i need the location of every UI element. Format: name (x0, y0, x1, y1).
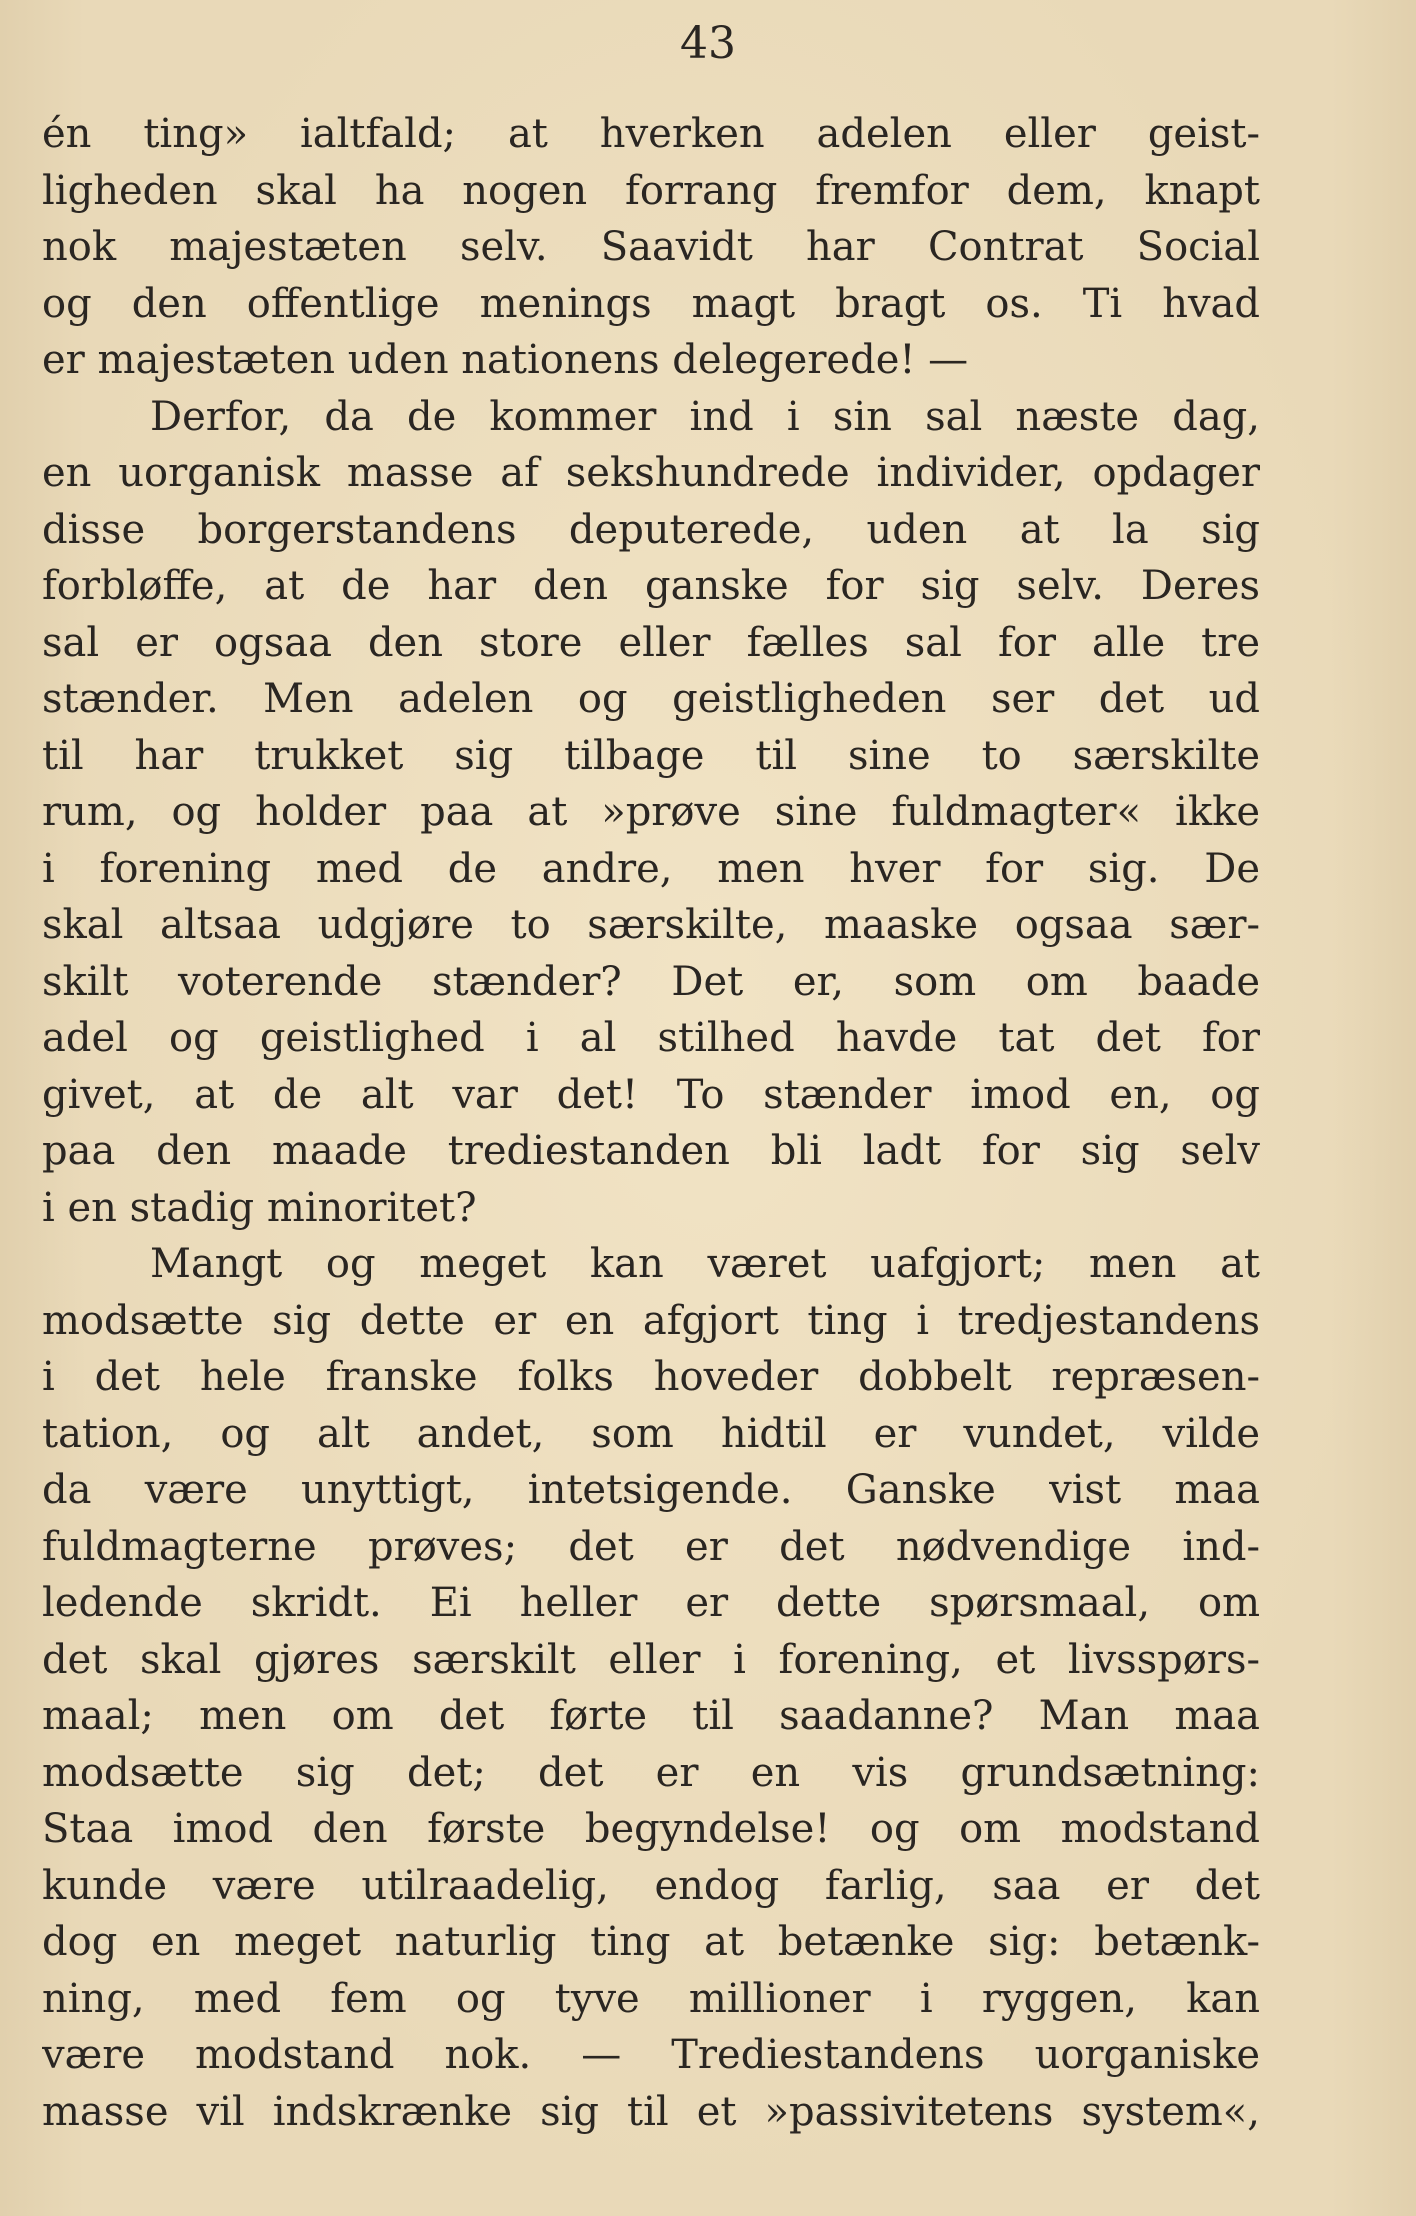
text-line: én ting» ialtfald; at hverken adelen eller geist- (42, 111, 1260, 157)
text-line: tation, og alt andet, som hidtil er vundet, vilde (42, 1410, 1260, 1457)
text-line: skilt voterende stænder? Det er, som om baade (42, 958, 1260, 1005)
text-line: til har trukket sig tilbage til sine to særskilte (42, 732, 1260, 779)
text-line: maal; men om det førte til saadanne? Man maa (42, 1693, 1260, 1739)
text-line: i en stadig minoritet? (42, 1184, 477, 1231)
text-line: stænder. Men adelen og geistligheden ser det ud (42, 676, 1260, 722)
text-line: ledende skridt. Ei heller er dette spørsmaal, om (42, 1580, 1260, 1626)
text-line: givet, at de alt var det! To stænder imod en, og (42, 1071, 1260, 1118)
text-line: er majestæten uden nationens delegerede! — (42, 337, 969, 383)
text-line: det skal gjøres særskilt eller i forening, et livsspørs- (42, 1636, 1260, 1683)
text-line: ligheden skal ha nogen forrang fremfor dem, knapt (42, 167, 1260, 214)
text-line: Staa imod den første begyndelse! og om modstand (42, 1806, 1260, 1852)
text-line: en uorganisk masse af sekshundrede individer, opdager (42, 450, 1260, 496)
text-line: Derfor, da de kommer ind i sin sal næste dag, (150, 393, 1260, 440)
text-line: kunde være utilraadelig, endog farlig, saa er det (42, 1862, 1260, 1909)
body-text (42, 106, 1260, 2140)
text-line: sal er ogsaa den store eller fælles sal for alle tre (42, 619, 1260, 666)
text-line: dog en meget naturlig ting at betænke sig: betænk- (42, 1919, 1260, 1965)
text-line: masse vil indskrænke sig til et »passivitetens system«, (42, 2088, 1260, 2135)
text-line: da være unyttigt, intetsigende. Ganske vist maa (42, 1467, 1260, 1513)
text-line: paa den maade trediestanden bli ladt for sig selv (42, 1128, 1260, 1174)
text-line: i forening med de andre, men hver for sig. De (42, 845, 1260, 892)
text-line: i det hele franske folks hoveder dobbelt repræsen- (42, 1354, 1260, 1400)
text-line: være modstand nok. — Trediestandens uorganiske (42, 2032, 1260, 2078)
text-line: og den offentlige menings magt bragt os. Ti hvad (42, 280, 1260, 327)
text-line: Mangt og meget kan været uafgjort; men at (150, 1241, 1260, 1287)
text-line: rum, og holder paa at »prøve sine fuldmagter« ikke (42, 789, 1260, 835)
text-line: nok majestæten selv. Saavidt har Contrat Social (42, 224, 1260, 270)
text-line: disse borgerstandens deputerede, uden at la sig (42, 506, 1260, 553)
text-line: modsætte sig dette er en afgjort ting i tredjestandens (42, 1297, 1260, 1344)
text-line: ning, med fem og tyve millioner i ryggen, kan (42, 1975, 1260, 2022)
text-line: adel og geistlighed i al stilhed havde tat det for (42, 1015, 1260, 1061)
text-line: forbløffe, at de har den ganske for sig selv. Deres (42, 563, 1260, 609)
page-number: 43 (680, 18, 736, 69)
text-line: skal altsaa udgjøre to særskilte, maaske ogsaa sær- (42, 902, 1260, 948)
text-line: fuldmagterne prøves; det er det nødvendige ind- (42, 1523, 1260, 1570)
text-line: modsætte sig det; det er en vis grundsætning: (42, 1749, 1260, 1796)
